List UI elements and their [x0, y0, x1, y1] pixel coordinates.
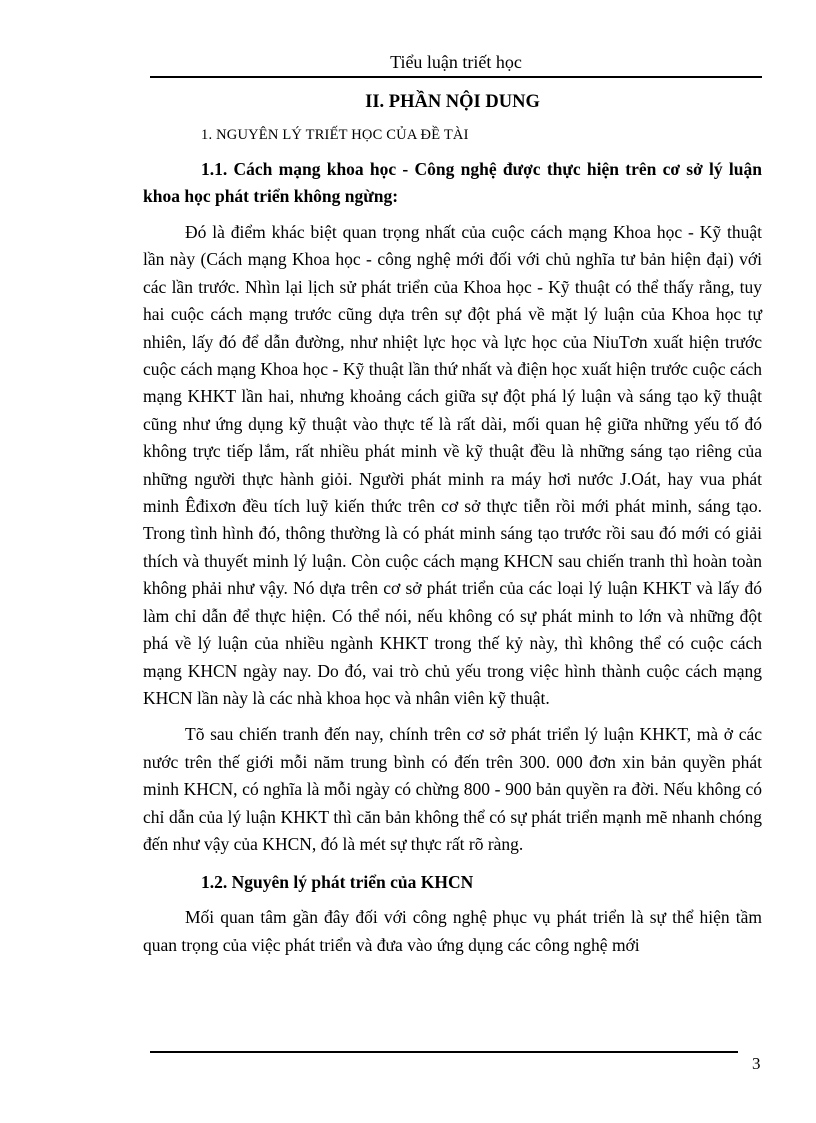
paragraph-last: Mối quan tâm gần đây đối với công nghệ phục vụ phát triển là sự thể hiện tầm quan trọng của việc phát triển và đưa vào ứng dụng các công nghệ mới [143, 907, 762, 955]
header-title: Tiểu luận triết học [390, 52, 522, 72]
footer-rule [150, 1051, 738, 1053]
header-rule [150, 76, 762, 78]
heading-1-2: 1.2. Nguyên lý phát triển của KHCN [201, 872, 474, 893]
page-number: 3 [752, 1054, 761, 1073]
page-content [143, 88, 762, 968]
paragraph: Đó là điểm khác biệt quan trọng nhất của cuộc cách mạng Khoa học - Kỹ thuật lần này (Cách mạng Khoa học - công nghệ mới đối với chủ nghĩa tư bản hiện đại) với các lần trước. Nhìn lại lịch sử phát triển của Khoa học - Kỹ thuật có thể thấy rằng, tuy hai cuộc cách mạng trước cũng dựa trên sự đột phá về mặt lý luận của Khoa học tự nhiên, lấy đó để dẫn đường, như nhiệt lực học và lực học của NiuTơn xuất hiện trước cuộc cách mạng Khoa học - Kỹ thuật lần thứ nhất và điện học xuất hiện trước cuộc cách mạng KHKT lần hai, nhưng khoảng cách giữa sự đột phá lý luận và sáng tạo kỹ thuật cũng như ứng dụng kỹ thuật vào thực tế là rất dài, mối quan hệ giữa những yếu tố đó không trực tiếp lắm, rất nhiều phát minh về kỹ thuật đều là những sáng tạo riêng của những người thực hành giỏi. Người phát minh ra máy hơi nước J.Oát, hay vua phát minh Êđixơn đều tích luỹ kiến thức trên cơ sở thực tiễn rồi mới phát minh, sáng tạo. Trong tình hình đó, thông thường là có phát minh sáng tạo trước rồi sau đó mới có giải thích và thuyết minh lý luận. Còn cuộc cách mạng KHCN sau chiến tranh thì hoàn toàn không phải như vậy. Nó dựa trên cơ sở phát triển của các loại lý luận KHKT và lấy đó làm chỉ dẫn để thực hiện. Có thể nói, nếu không có sự phát minh to lớn và những đột phá về lý luận của nhiều ngành KHKT trong thế kỷ này, thì không thể có cuộc cách mạng KHCN ngày nay. Do đó, vai trò chủ yếu trong việc hình thành cuộc cách mạng KHCN lần này là các nhà khoa học và nhân viên kỹ thuật. [143, 222, 762, 708]
section-title: II. PHẦN NỘI DUNG [365, 92, 540, 112]
heading-1-1: 1.1. Cách mạng khoa học - Công nghệ được thực hiện trên cơ sở lý luận khoa học phát triển không ngừng: [143, 159, 762, 206]
subsection-label: 1. NGUYÊN LÝ TRIẾT HỌC CỦA ĐỀ TÀI [201, 127, 469, 143]
paragraph: Tõ sau chiến tranh đến nay, chính trên cơ sở phát triển lý luận KHKT, mà ở các nước trên thế giới mỗi năm trung bình có đến trên 300. 000 đơn xin bản quyền phát minh KHCN, có nghĩa là mỗi ngày có chừng 800 - 900 bản quyền ra đời. Nếu không có chỉ dẫn của lý luận KHKT thì căn bản không thể có sự phát triển mạnh mẽ nhanh chóng đến như vậy của KHCN, đó là mét sự thực rất rõ ràng. [143, 724, 762, 854]
